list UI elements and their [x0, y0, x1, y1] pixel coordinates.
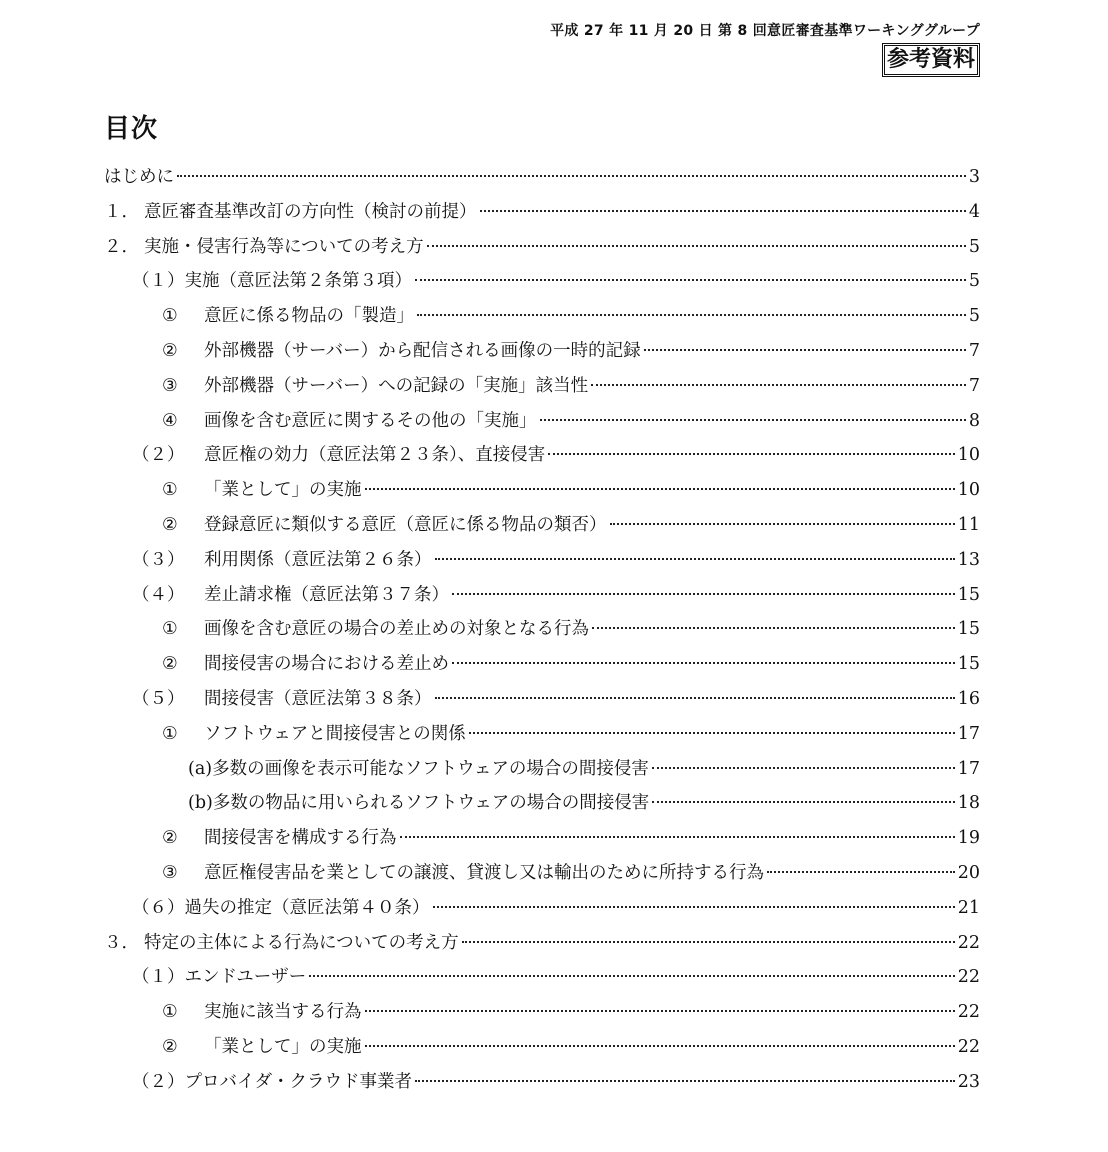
- toc-entry-page: 17: [957, 723, 980, 744]
- toc-entry[interactable]: [104, 1030, 980, 1065]
- dot-leader: [177, 175, 966, 177]
- toc-entry-number: ②: [162, 514, 178, 535]
- dot-leader: [365, 1045, 955, 1047]
- dot-leader: [767, 871, 955, 873]
- toc-entry-label: 外部機器（サーバー）への記録の「実施」該当性: [204, 375, 589, 396]
- toc-entry-number: ②: [162, 1036, 178, 1057]
- dot-leader: [415, 1080, 955, 1082]
- toc-entry-label: 外部機器（サーバー）から配信される画像の一時的記録: [204, 340, 641, 361]
- toc-entry-number: （３）: [132, 549, 185, 570]
- toc-entry-number: （２）: [132, 445, 185, 466]
- toc-entry-label: 間接侵害（意匠法第３８条）: [204, 688, 432, 709]
- toc-entry[interactable]: [104, 856, 980, 891]
- toc-entry[interactable]: [104, 960, 980, 995]
- toc-entry-label: 差止請求権（意匠法第３７条）: [204, 584, 449, 605]
- toc-entry[interactable]: [104, 543, 980, 578]
- toc-entry[interactable]: [104, 230, 980, 265]
- toc-entry-page: 5: [968, 271, 980, 292]
- toc-entry-page: 10: [957, 445, 980, 466]
- toc-entry-number: （４）: [132, 584, 185, 605]
- dot-leader: [652, 801, 954, 803]
- toc-entry-label: 実施に該当する行為: [204, 1002, 362, 1023]
- toc-entry-label: 特定の主体による行為についての考え方: [144, 932, 459, 953]
- toc-entry[interactable]: [104, 508, 980, 543]
- toc-entry-label: (b)多数の物品に用いられるソフトウェアの場合の間接侵害: [188, 793, 650, 814]
- toc-entry[interactable]: [104, 647, 980, 682]
- toc-entry-number: １．: [104, 201, 139, 222]
- toc-entry-label: 「業として」の実施: [204, 1036, 362, 1057]
- toc-entry[interactable]: [104, 473, 980, 508]
- meeting-header: 平成 27 年 11 月 20 日 第 8 回意匠審査基準ワーキンググループ: [550, 23, 980, 39]
- toc-entry-page: 17: [957, 758, 980, 779]
- toc-entry-label: 利用関係（意匠法第２６条）: [204, 549, 432, 570]
- dot-leader: [415, 279, 966, 281]
- toc-entry[interactable]: [104, 438, 980, 473]
- toc-entry-label: ソフトウェアと間接侵害との関係: [204, 723, 466, 744]
- table-of-contents: [104, 160, 980, 1100]
- toc-entry-number: ②: [162, 340, 178, 361]
- dot-leader: [435, 558, 955, 560]
- toc-entry-number: ④: [162, 410, 178, 431]
- toc-entry[interactable]: [104, 821, 980, 856]
- toc-entry-page: 7: [968, 375, 980, 396]
- dot-leader: [540, 419, 966, 421]
- dot-leader: [427, 245, 966, 247]
- dot-leader: [462, 941, 955, 943]
- dot-leader: [480, 210, 966, 212]
- toc-entry-label: 意匠権の効力（意匠法第２３条）、直接侵害: [204, 445, 546, 466]
- dot-leader: [435, 697, 955, 699]
- dot-leader: [417, 314, 966, 316]
- toc-entry-label: エンドユーザー: [184, 967, 307, 988]
- toc-entry-page: 18: [957, 793, 980, 814]
- toc-entry-number: ２．: [104, 236, 139, 257]
- toc-entry-number: （１）: [132, 967, 185, 988]
- toc-entry-page: 22: [957, 1002, 980, 1023]
- toc-entry[interactable]: [104, 195, 980, 230]
- toc-entry-label: 実施・侵害行為等についての考え方: [144, 236, 424, 257]
- toc-entry-label: 画像を含む意匠に関するその他の「実施」: [204, 410, 537, 431]
- toc-entry-page: 7: [968, 340, 980, 361]
- toc-entry-number: ①: [162, 619, 178, 640]
- toc-entry[interactable]: [104, 995, 980, 1030]
- toc-entry-number: （５）: [132, 688, 185, 709]
- dot-leader: [433, 906, 955, 908]
- toc-entry-page: 21: [957, 897, 980, 918]
- toc-entry-label: 画像を含む意匠の場合の差止めの対象となる行為: [204, 619, 589, 640]
- toc-entry-page: 8: [968, 410, 980, 431]
- toc-entry-number: ①: [162, 480, 178, 501]
- toc-entry-page: 13: [957, 549, 980, 570]
- toc-entry-page: 5: [968, 236, 980, 257]
- toc-entry-number: （１）: [132, 271, 185, 292]
- toc-entry-number: ①: [162, 723, 178, 744]
- toc-entry[interactable]: [104, 264, 980, 299]
- toc-entry-page: 22: [957, 932, 980, 953]
- toc-entry[interactable]: [104, 160, 980, 195]
- toc-entry-label: 過失の推定（意匠法第４０条）: [184, 897, 430, 918]
- dot-leader: [592, 627, 955, 629]
- toc-entry-label: 意匠審査基準改訂の方向性（検討の前提）: [144, 201, 477, 222]
- toc-entry-page: 23: [957, 1071, 980, 1092]
- toc-entry[interactable]: [104, 404, 980, 439]
- dot-leader: [365, 1010, 955, 1012]
- toc-entry-label: 間接侵害の場合における差止め: [204, 654, 449, 675]
- dot-leader: [452, 593, 955, 595]
- toc-entry[interactable]: [104, 786, 980, 821]
- toc-entry[interactable]: [104, 612, 980, 647]
- toc-entry-number: ３．: [104, 932, 139, 953]
- toc-entry-label: 登録意匠に類似する意匠（意匠に係る物品の類否）: [204, 514, 607, 535]
- toc-entry-number: ③: [162, 375, 178, 396]
- toc-entry[interactable]: [104, 717, 980, 752]
- toc-entry-label: 実施（意匠法第２条第３項）: [184, 271, 412, 292]
- toc-entry-page: 3: [968, 167, 980, 187]
- toc-entry-page: 4: [968, 201, 980, 222]
- toc-entry[interactable]: [104, 578, 980, 613]
- reference-material-label: 参考資料: [882, 43, 980, 77]
- toc-entry-number: ①: [162, 306, 178, 327]
- toc-entry[interactable]: [104, 299, 980, 334]
- toc-entry-page: 15: [957, 654, 980, 675]
- toc-entry-label: はじめに: [104, 167, 174, 187]
- toc-entry-page: 10: [957, 480, 980, 501]
- toc-entry-page: 15: [957, 619, 980, 640]
- toc-entry[interactable]: [104, 369, 980, 404]
- toc-entry[interactable]: [104, 682, 980, 717]
- dot-leader: [365, 488, 955, 490]
- toc-entry-number: （６）: [132, 897, 185, 918]
- dot-leader: [548, 453, 954, 455]
- dot-leader: [644, 349, 966, 351]
- toc-entry-page: 22: [957, 1036, 980, 1057]
- toc-entry-page: 16: [957, 688, 980, 709]
- toc-entry-number: ②: [162, 828, 178, 849]
- toc-entry-label: プロバイダ・クラウド事業者: [184, 1071, 412, 1092]
- dot-leader: [469, 732, 955, 734]
- toc-entry[interactable]: [104, 926, 980, 961]
- toc-entry-page: 22: [957, 967, 980, 988]
- toc-entry-page: 19: [957, 828, 980, 849]
- dot-leader: [309, 975, 954, 977]
- toc-entry[interactable]: [104, 334, 980, 369]
- toc-entry-number: ②: [162, 654, 178, 675]
- toc-entry-number: ③: [162, 862, 178, 883]
- toc-entry-label: 「業として」の実施: [204, 480, 362, 501]
- toc-title: 目次: [104, 114, 159, 144]
- toc-entry[interactable]: [104, 891, 980, 926]
- dot-leader: [591, 384, 966, 386]
- toc-entry-number: ①: [162, 1002, 178, 1023]
- toc-entry-label: 間接侵害を構成する行為: [204, 828, 397, 849]
- dot-leader: [610, 523, 955, 525]
- toc-entry-page: 11: [957, 514, 980, 535]
- toc-entry-number: （２）: [132, 1071, 185, 1092]
- dot-leader: [452, 662, 955, 664]
- toc-entry[interactable]: [104, 752, 980, 787]
- dot-leader: [652, 767, 955, 769]
- toc-entry-page: 15: [957, 584, 980, 605]
- toc-entry[interactable]: [104, 1065, 980, 1100]
- dot-leader: [400, 836, 955, 838]
- toc-entry-page: 5: [968, 306, 980, 327]
- toc-entry-label: 意匠権侵害品を業としての譲渡、貸渡し又は輸出のために所持する行為: [204, 862, 764, 883]
- toc-entry-label: 意匠に係る物品の「製造」: [204, 306, 414, 327]
- toc-entry-page: 20: [957, 862, 980, 883]
- toc-entry-label: (a)多数の画像を表示可能なソフトウェアの場合の間接侵害: [188, 758, 649, 779]
